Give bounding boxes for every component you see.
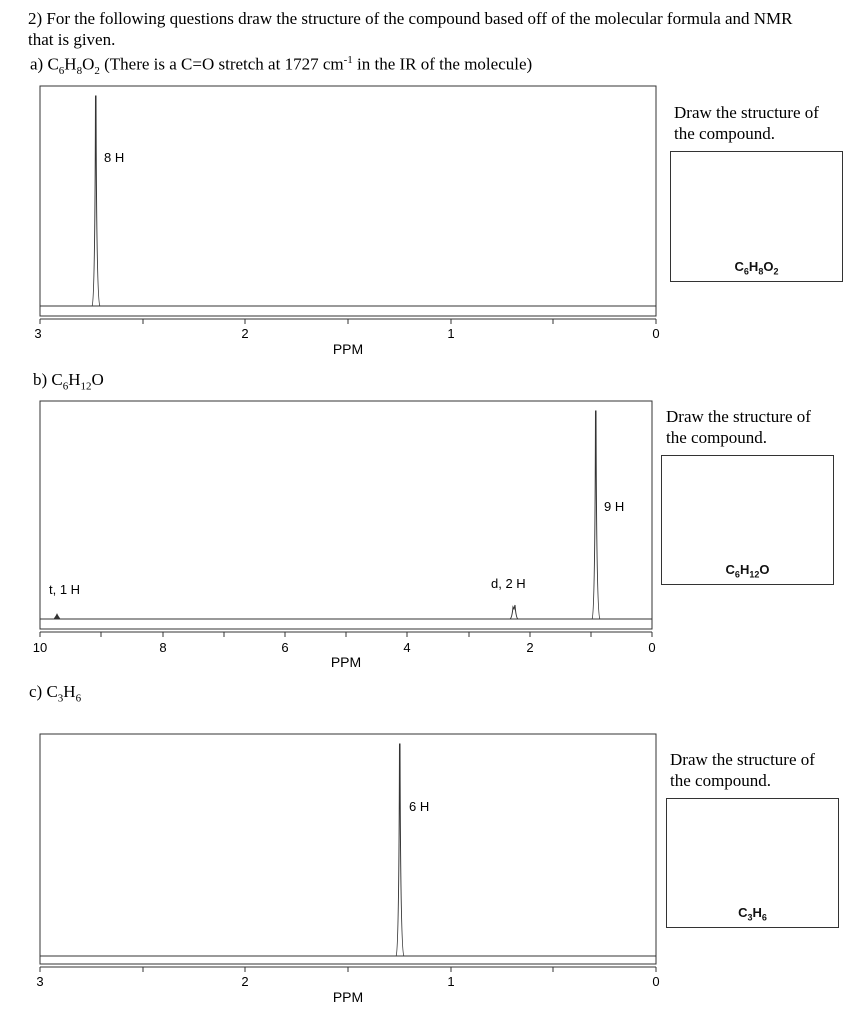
axis-label-ppm: PPM bbox=[332, 989, 364, 1005]
axis-label-ppm: PPM bbox=[330, 654, 362, 670]
axis-ticks bbox=[40, 319, 656, 324]
peak-d-2h bbox=[510, 605, 518, 619]
tick-label: 4 bbox=[403, 640, 411, 655]
nmr-spectrum-a bbox=[28, 82, 668, 362]
peak-label: 8 H bbox=[104, 150, 125, 165]
draw-instruction-a: Draw the structure of the compound. bbox=[674, 103, 819, 143]
structure-drawing-box-b[interactable] bbox=[661, 455, 834, 585]
tick-label: 8 bbox=[159, 640, 167, 655]
tick-label: 2 bbox=[241, 974, 249, 989]
axis-label-ppm: PPM bbox=[332, 341, 364, 357]
question-a-label: a) $C_6H_8O_2$ (There is a C=O stretch at 1727 $cm^{-1}$ in the IR of the molecule) bbox=[30, 54, 533, 78]
draw-instruction-b: Draw the structure of the compound. bbox=[666, 407, 811, 447]
plot-frame bbox=[40, 734, 656, 964]
peak-8h bbox=[92, 96, 100, 306]
peak-label: d, 2 H bbox=[491, 576, 526, 591]
question-intro bbox=[28, 8, 848, 50]
tick-label: 3 bbox=[36, 974, 44, 989]
tick-label: 2 bbox=[526, 640, 534, 655]
tick-label: 3 bbox=[34, 326, 42, 341]
peak-label: 6 H bbox=[409, 799, 430, 814]
tick-label: 10 bbox=[32, 640, 48, 655]
draw-instruction-c: Draw the structure of the compound. bbox=[670, 750, 815, 790]
structure-drawing-box-a[interactable] bbox=[670, 151, 843, 282]
axis-ticks bbox=[40, 967, 656, 972]
nmr-spectrum-c bbox=[28, 730, 668, 1010]
plot-frame bbox=[40, 86, 656, 316]
molecular-formula-c: $C_3H_6$ bbox=[738, 905, 767, 923]
question-b-label: b) $C_6H_{12}O$ bbox=[33, 370, 104, 393]
question-c-label: c) $C_3H_6$ bbox=[29, 682, 82, 705]
peak-t-1h bbox=[54, 614, 60, 619]
tick-label: 0 bbox=[652, 974, 660, 989]
axis-ticks bbox=[40, 632, 652, 637]
plot-frame bbox=[40, 401, 652, 629]
peak-6h bbox=[396, 744, 404, 956]
peak-label: t, 1 H bbox=[49, 582, 81, 597]
tick-label: 6 bbox=[281, 640, 289, 655]
peak-label: 9 H bbox=[604, 499, 625, 514]
peak-9h bbox=[592, 411, 600, 619]
molecular-formula-b: $C_6H_{12}O$ bbox=[725, 562, 770, 580]
tick-label: 2 bbox=[241, 326, 249, 341]
molecular-formula-a: $C_6H_8O_2$ bbox=[734, 259, 779, 277]
nmr-spectrum-b bbox=[26, 398, 666, 678]
tick-label: 0 bbox=[648, 640, 656, 655]
tick-label: 1 bbox=[447, 974, 455, 989]
intro-line-2: that is given. bbox=[28, 30, 116, 49]
tick-label: 0 bbox=[652, 326, 660, 341]
intro-line-1: 2) For the following questions draw the structure of the compound based off of the molecular formula and NMR bbox=[28, 9, 793, 28]
structure-drawing-box-c[interactable] bbox=[666, 798, 839, 928]
tick-label: 1 bbox=[447, 326, 455, 341]
